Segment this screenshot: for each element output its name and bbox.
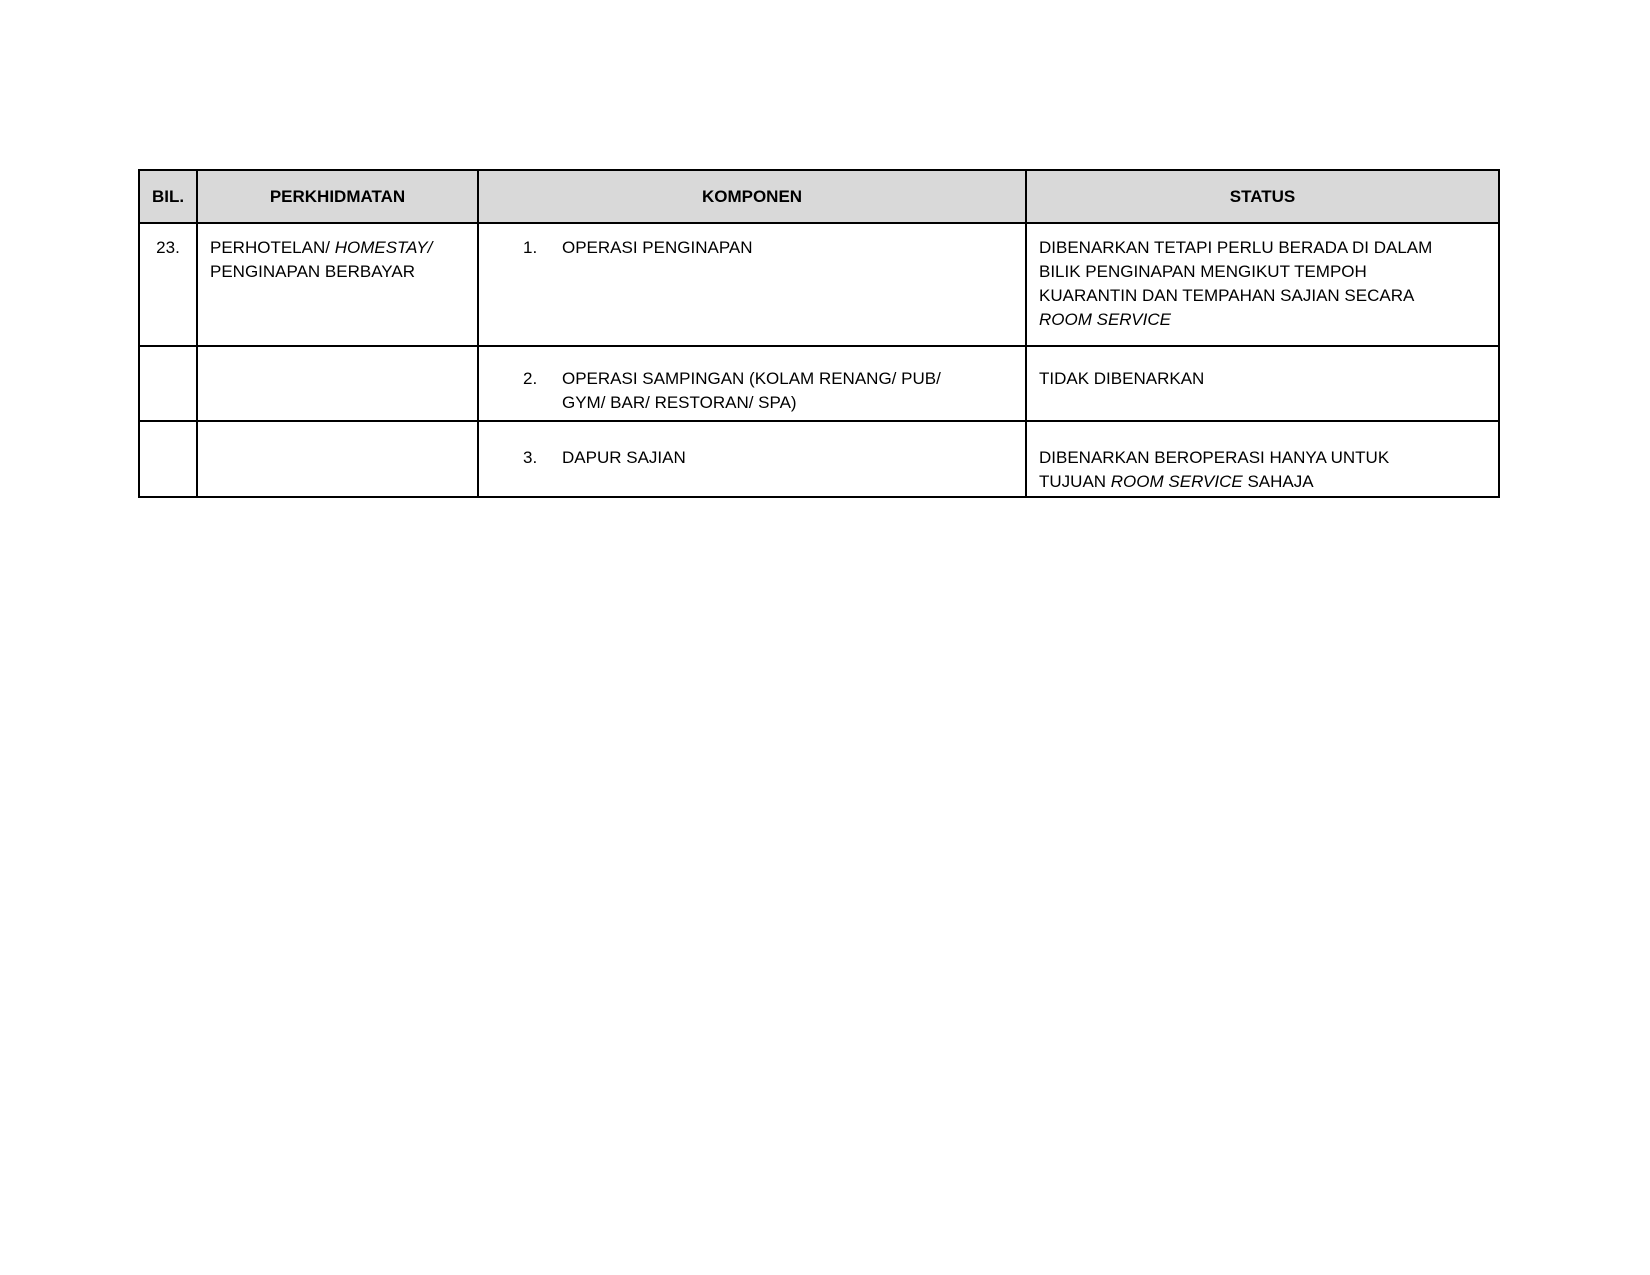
text-line [562,367,1017,391]
cell-bil-number: 23. [139,223,197,346]
text-line [1039,236,1488,260]
text-line [1039,260,1488,284]
cell-status-item-2 [1026,346,1499,421]
komponen-list-item [479,446,1017,470]
text-segment: PERHOTELAN/ [210,238,335,257]
komponen-item-text [562,446,1017,470]
komponen-item-text [562,236,1017,260]
text-line [210,260,469,284]
table-row-operasi-sampingan [139,346,1499,421]
text-line [1039,284,1488,308]
text-line [1039,308,1488,332]
text-segment: TIDAK DIBENARKAN [1039,369,1205,388]
text-segment: PENGINAPAN BERBAYAR [210,262,415,281]
komponen-list-item [479,367,1017,415]
regulation-table [138,169,1500,498]
cell-status-item-3 [1026,421,1499,497]
italic-text-segment: HOMESTAY/ [334,238,433,257]
text-segment: TUJUAN [1039,472,1111,491]
cell-status-item-1 [1026,223,1499,346]
table-row-dapur-sajian [139,421,1499,497]
text-segment: OPERASI PENGINAPAN [562,238,753,257]
text-segment: KUARANTIN DAN TEMPAHAN SAJIAN SECARA [1039,286,1415,305]
cell-perkhidmatan-empty [197,421,478,497]
cell-komponen-item-2 [478,346,1026,421]
text-line [562,446,1017,470]
text-line [562,391,1017,415]
text-segment: OPERASI SAMPINGAN (KOLAM RENANG/ PUB/ [562,369,941,388]
cell-bil-empty [139,421,197,497]
text-segment: SAHAJA [1242,472,1314,491]
text-segment: DAPUR SAJIAN [562,448,686,467]
header-komponen: KOMPONEN [478,170,1026,223]
header-perkhidmatan: PERKHIDMATAN [197,170,478,223]
komponen-item-number: 1. [523,238,538,257]
text-line [562,236,1017,260]
text-segment: GYM/ BAR/ RESTORAN/ SPA) [562,393,797,412]
cell-bil-empty [139,346,197,421]
header-bil: BIL. [139,170,197,223]
komponen-list-item [479,236,1017,260]
italic-text-segment: ROOM SERVICE [1039,310,1171,329]
komponen-item-text [562,367,1017,415]
text-line [1039,470,1488,494]
text-segment: BILIK PENGINAPAN MENGIKUT TEMPOH [1039,262,1367,281]
text-line [210,236,469,260]
komponen-item-number: 2. [523,369,538,388]
italic-text-segment: ROOM SERVICE [1110,472,1243,491]
table-row-operasi-penginapan [139,223,1499,346]
cell-perkhidmatan-empty [197,346,478,421]
cell-perkhidmatan-name [197,223,478,346]
table-header-row [139,170,1499,223]
komponen-item-number: 3. [523,448,538,467]
text-segment: DIBENARKAN BEROPERASI HANYA UNTUK [1039,448,1390,467]
text-line [1039,446,1488,470]
text-segment: DIBENARKAN TETAPI PERLU BERADA DI DALAM [1039,238,1433,257]
text-line [1039,367,1488,391]
cell-komponen-item-1 [478,223,1026,346]
header-status: STATUS [1026,170,1499,223]
cell-komponen-item-3 [478,421,1026,497]
